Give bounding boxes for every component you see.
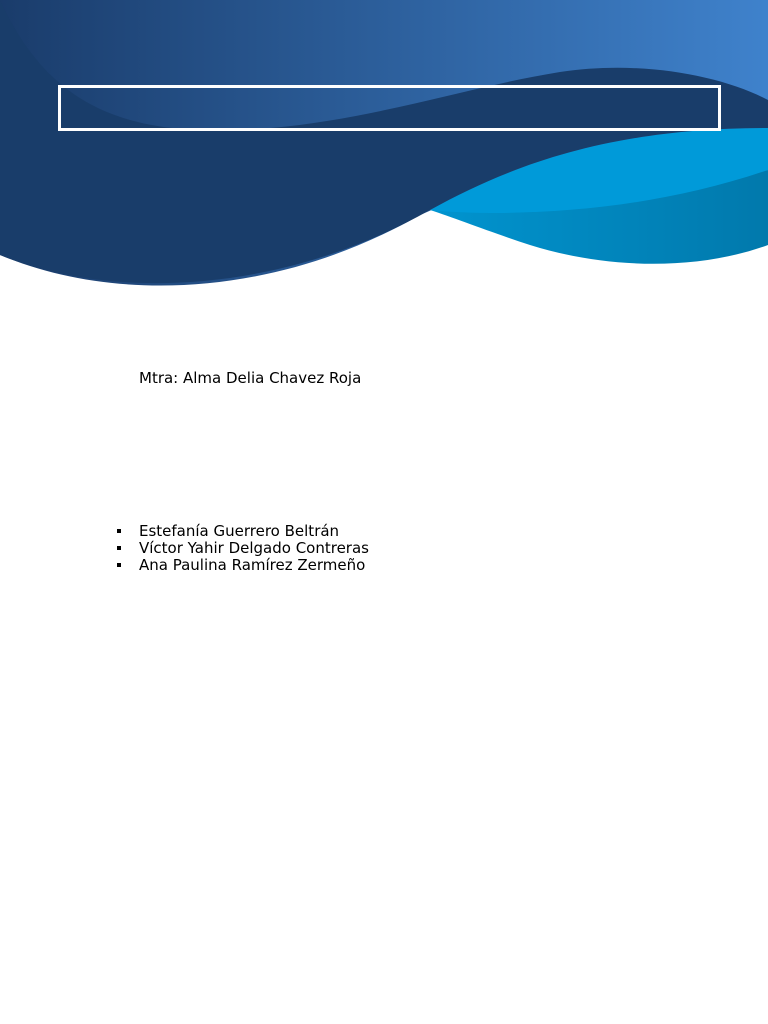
square-bullet-icon	[117, 529, 121, 533]
list-item	[115, 557, 369, 574]
list-item	[115, 540, 369, 557]
title-frame	[58, 85, 721, 131]
member-name: Estefanía Guerrero Beltrán	[139, 522, 340, 540]
square-bullet-icon	[117, 546, 121, 550]
wave-header-graphic	[0, 0, 768, 300]
teacher-name: Mtra: Alma Delia Chavez Roja	[139, 369, 362, 387]
square-bullet-icon	[117, 563, 121, 567]
team-members-list	[115, 523, 369, 574]
list-item	[115, 523, 369, 540]
member-name: Ana Paulina Ramírez Zermeño	[139, 556, 366, 574]
member-name: Víctor Yahir Delgado Contreras	[139, 539, 369, 557]
